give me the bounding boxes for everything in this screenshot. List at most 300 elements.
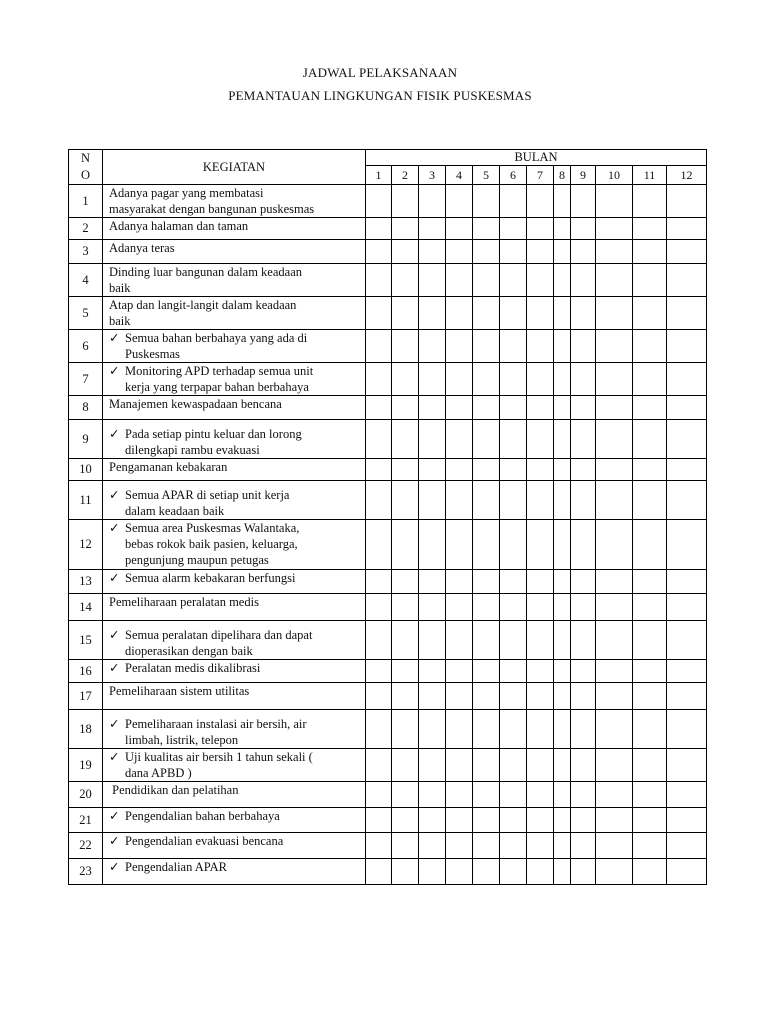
month-cell-7[interactable] (527, 240, 554, 264)
month-cell-10[interactable] (596, 570, 633, 594)
month-cell-5[interactable] (473, 808, 500, 833)
month-cell-10[interactable] (596, 240, 633, 264)
month-cell-11[interactable] (633, 363, 667, 396)
month-cell-8[interactable] (554, 363, 571, 396)
month-cell-12[interactable] (667, 833, 707, 859)
activity-line: Pemeliharaan sistem utilitas (109, 684, 250, 698)
month-cell-10[interactable] (596, 710, 633, 749)
month-cell-12[interactable] (667, 520, 707, 570)
month-cell-11[interactable] (633, 459, 667, 481)
month-cell-10[interactable] (596, 808, 633, 833)
month-cell-12[interactable] (667, 594, 707, 621)
month-cell-9[interactable] (571, 808, 596, 833)
month-cell-9[interactable] (571, 710, 596, 749)
month-cell-8[interactable] (554, 297, 571, 330)
month-cell-2[interactable] (392, 621, 419, 660)
checked-activity (109, 363, 362, 379)
month-cell-1[interactable] (366, 481, 392, 520)
month-cell-8[interactable] (554, 185, 571, 218)
month-cell-9[interactable] (571, 833, 596, 859)
month-cell-4[interactable] (446, 621, 473, 660)
month-cell-5[interactable] (473, 396, 500, 420)
month-cell-7[interactable] (527, 570, 554, 594)
month-cell-6[interactable] (500, 520, 527, 570)
header-no (69, 150, 103, 185)
month-cell-11[interactable] (633, 660, 667, 683)
month-cell-9[interactable] (571, 859, 596, 885)
month-cell-9[interactable] (571, 481, 596, 520)
month-cell-3[interactable] (419, 264, 446, 297)
month-cell-12[interactable] (667, 185, 707, 218)
month-cell-10[interactable] (596, 683, 633, 710)
month-cell-7[interactable] (527, 594, 554, 621)
month-cell-11[interactable] (633, 481, 667, 520)
month-cell-9[interactable] (571, 683, 596, 710)
month-cell-1[interactable] (366, 570, 392, 594)
month-cell-4[interactable] (446, 710, 473, 749)
month-cell-7[interactable] (527, 185, 554, 218)
month-cell-9[interactable] (571, 218, 596, 240)
month-cell-3[interactable] (419, 459, 446, 481)
month-cell-11[interactable] (633, 264, 667, 297)
month-cell-8[interactable] (554, 710, 571, 749)
month-cell-1[interactable] (366, 240, 392, 264)
month-cell-12[interactable] (667, 264, 707, 297)
month-cell-8[interactable] (554, 570, 571, 594)
month-cell-6[interactable] (500, 363, 527, 396)
row-number: 23 (69, 859, 103, 885)
month-cell-7[interactable] (527, 459, 554, 481)
activity-cell (103, 749, 366, 782)
month-header-6: 6 (500, 166, 527, 185)
month-cell-5[interactable] (473, 621, 500, 660)
month-cell-9[interactable] (571, 621, 596, 660)
month-cell-6[interactable] (500, 683, 527, 710)
month-cell-10[interactable] (596, 420, 633, 459)
month-cell-1[interactable] (366, 218, 392, 240)
month-cell-6[interactable] (500, 218, 527, 240)
month-cell-6[interactable] (500, 749, 527, 782)
month-cell-9[interactable] (571, 240, 596, 264)
month-cell-12[interactable] (667, 363, 707, 396)
month-cell-2[interactable] (392, 396, 419, 420)
month-cell-7[interactable] (527, 330, 554, 363)
month-cell-3[interactable] (419, 396, 446, 420)
month-cell-10[interactable] (596, 297, 633, 330)
month-cell-7[interactable] (527, 749, 554, 782)
month-cell-7[interactable] (527, 859, 554, 885)
month-cell-11[interactable] (633, 396, 667, 420)
month-cell-7[interactable] (527, 481, 554, 520)
month-cell-8[interactable] (554, 621, 571, 660)
month-cell-11[interactable] (633, 420, 667, 459)
month-cell-9[interactable] (571, 782, 596, 808)
checkmark-icon: ✓ (109, 809, 120, 823)
month-cell-1[interactable] (366, 660, 392, 683)
month-cell-12[interactable] (667, 240, 707, 264)
month-cell-12[interactable] (667, 621, 707, 660)
month-cell-2[interactable] (392, 683, 419, 710)
month-cell-2[interactable] (392, 749, 419, 782)
month-cell-5[interactable] (473, 264, 500, 297)
month-cell-11[interactable] (633, 683, 667, 710)
month-cell-1[interactable] (366, 520, 392, 570)
month-cell-3[interactable] (419, 218, 446, 240)
table-row (69, 240, 707, 264)
month-cell-11[interactable] (633, 782, 667, 808)
month-cell-9[interactable] (571, 264, 596, 297)
table-row (69, 218, 707, 240)
activity-cell (103, 420, 366, 459)
month-cell-12[interactable] (667, 749, 707, 782)
month-cell-1[interactable] (366, 782, 392, 808)
month-cell-2[interactable] (392, 570, 419, 594)
month-cell-11[interactable] (633, 749, 667, 782)
month-cell-2[interactable] (392, 185, 419, 218)
month-cell-5[interactable] (473, 520, 500, 570)
month-cell-1[interactable] (366, 710, 392, 749)
month-cell-7[interactable] (527, 782, 554, 808)
month-cell-2[interactable] (392, 481, 419, 520)
month-cell-5[interactable] (473, 185, 500, 218)
month-cell-6[interactable] (500, 420, 527, 459)
month-cell-2[interactable] (392, 218, 419, 240)
month-cell-4[interactable] (446, 363, 473, 396)
month-cell-1[interactable] (366, 594, 392, 621)
month-cell-6[interactable] (500, 594, 527, 621)
month-cell-9[interactable] (571, 459, 596, 481)
month-cell-9[interactable] (571, 297, 596, 330)
month-cell-4[interactable] (446, 749, 473, 782)
month-cell-10[interactable] (596, 481, 633, 520)
month-cell-3[interactable] (419, 420, 446, 459)
month-cell-12[interactable] (667, 297, 707, 330)
month-cell-3[interactable] (419, 520, 446, 570)
month-cell-8[interactable] (554, 459, 571, 481)
month-cell-9[interactable] (571, 420, 596, 459)
month-cell-3[interactable] (419, 297, 446, 330)
month-cell-6[interactable] (500, 459, 527, 481)
month-cell-5[interactable] (473, 420, 500, 459)
month-cell-10[interactable] (596, 833, 633, 859)
month-cell-11[interactable] (633, 710, 667, 749)
month-cell-11[interactable] (633, 297, 667, 330)
month-cell-2[interactable] (392, 833, 419, 859)
month-cell-2[interactable] (392, 264, 419, 297)
month-cell-9[interactable] (571, 330, 596, 363)
month-cell-1[interactable] (366, 808, 392, 833)
month-cell-11[interactable] (633, 520, 667, 570)
month-cell-3[interactable] (419, 808, 446, 833)
month-cell-3[interactable] (419, 749, 446, 782)
month-cell-2[interactable] (392, 660, 419, 683)
month-cell-8[interactable] (554, 833, 571, 859)
month-cell-5[interactable] (473, 330, 500, 363)
month-cell-8[interactable] (554, 240, 571, 264)
row-number: 20 (69, 782, 103, 808)
month-header-12: 12 (667, 166, 707, 185)
month-cell-7[interactable] (527, 218, 554, 240)
month-cell-9[interactable] (571, 363, 596, 396)
month-cell-11[interactable] (633, 808, 667, 833)
month-cell-10[interactable] (596, 621, 633, 660)
month-cell-8[interactable] (554, 396, 571, 420)
month-cell-2[interactable] (392, 240, 419, 264)
month-cell-1[interactable] (366, 621, 392, 660)
month-cell-4[interactable] (446, 264, 473, 297)
month-cell-6[interactable] (500, 185, 527, 218)
month-cell-12[interactable] (667, 330, 707, 363)
month-cell-5[interactable] (473, 363, 500, 396)
month-cell-7[interactable] (527, 396, 554, 420)
month-cell-4[interactable] (446, 396, 473, 420)
month-cell-10[interactable] (596, 330, 633, 363)
activity-line: Adanya pagar yang membatasi (109, 186, 264, 200)
month-cell-7[interactable] (527, 683, 554, 710)
month-cell-12[interactable] (667, 710, 707, 749)
month-cell-6[interactable] (500, 240, 527, 264)
month-cell-12[interactable] (667, 396, 707, 420)
month-cell-3[interactable] (419, 859, 446, 885)
month-cell-4[interactable] (446, 330, 473, 363)
month-cell-8[interactable] (554, 218, 571, 240)
month-cell-3[interactable] (419, 660, 446, 683)
month-cell-11[interactable] (633, 185, 667, 218)
table-row (69, 481, 707, 520)
month-cell-8[interactable] (554, 782, 571, 808)
month-cell-9[interactable] (571, 594, 596, 621)
month-cell-11[interactable] (633, 833, 667, 859)
month-cell-9[interactable] (571, 749, 596, 782)
month-cell-4[interactable] (446, 481, 473, 520)
month-cell-2[interactable] (392, 710, 419, 749)
row-number: 10 (69, 459, 103, 481)
month-cell-11[interactable] (633, 240, 667, 264)
month-cell-12[interactable] (667, 808, 707, 833)
month-cell-4[interactable] (446, 520, 473, 570)
month-cell-2[interactable] (392, 808, 419, 833)
month-cell-12[interactable] (667, 660, 707, 683)
month-cell-7[interactable] (527, 420, 554, 459)
month-cell-6[interactable] (500, 481, 527, 520)
month-cell-1[interactable] (366, 859, 392, 885)
month-cell-8[interactable] (554, 859, 571, 885)
month-cell-8[interactable] (554, 660, 571, 683)
month-cell-5[interactable] (473, 594, 500, 621)
month-cell-3[interactable] (419, 481, 446, 520)
activity-line: bebas rokok baik pasien, keluarga, (125, 537, 298, 551)
month-cell-5[interactable] (473, 859, 500, 885)
month-cell-4[interactable] (446, 859, 473, 885)
month-cell-12[interactable] (667, 481, 707, 520)
month-cell-11[interactable] (633, 859, 667, 885)
month-cell-10[interactable] (596, 749, 633, 782)
month-cell-12[interactable] (667, 218, 707, 240)
month-cell-11[interactable] (633, 218, 667, 240)
month-cell-1[interactable] (366, 833, 392, 859)
month-cell-11[interactable] (633, 594, 667, 621)
month-cell-3[interactable] (419, 683, 446, 710)
month-cell-6[interactable] (500, 396, 527, 420)
month-cell-8[interactable] (554, 264, 571, 297)
month-cell-3[interactable] (419, 363, 446, 396)
month-cell-12[interactable] (667, 420, 707, 459)
header-kegiatan: KEGIATAN (103, 150, 366, 185)
month-cell-4[interactable] (446, 570, 473, 594)
month-cell-8[interactable] (554, 520, 571, 570)
month-cell-2[interactable] (392, 330, 419, 363)
month-cell-3[interactable] (419, 240, 446, 264)
month-cell-7[interactable] (527, 264, 554, 297)
month-cell-5[interactable] (473, 710, 500, 749)
month-cell-5[interactable] (473, 833, 500, 859)
month-cell-8[interactable] (554, 420, 571, 459)
month-cell-5[interactable] (473, 240, 500, 264)
month-cell-6[interactable] (500, 782, 527, 808)
month-cell-12[interactable] (667, 570, 707, 594)
month-cell-6[interactable] (500, 808, 527, 833)
month-cell-1[interactable] (366, 749, 392, 782)
month-cell-3[interactable] (419, 570, 446, 594)
month-cell-10[interactable] (596, 782, 633, 808)
month-cell-4[interactable] (446, 782, 473, 808)
month-cell-10[interactable] (596, 185, 633, 218)
month-cell-5[interactable] (473, 660, 500, 683)
month-cell-4[interactable] (446, 420, 473, 459)
month-cell-9[interactable] (571, 185, 596, 218)
month-cell-6[interactable] (500, 297, 527, 330)
checked-activity (109, 749, 362, 765)
month-cell-6[interactable] (500, 859, 527, 885)
month-cell-10[interactable] (596, 594, 633, 621)
month-cell-9[interactable] (571, 520, 596, 570)
month-cell-4[interactable] (446, 297, 473, 330)
month-cell-4[interactable] (446, 808, 473, 833)
month-cell-1[interactable] (366, 459, 392, 481)
month-cell-1[interactable] (366, 363, 392, 396)
month-cell-5[interactable] (473, 749, 500, 782)
month-cell-4[interactable] (446, 594, 473, 621)
month-cell-6[interactable] (500, 710, 527, 749)
month-cell-8[interactable] (554, 749, 571, 782)
month-cell-6[interactable] (500, 570, 527, 594)
month-cell-2[interactable] (392, 363, 419, 396)
month-cell-5[interactable] (473, 683, 500, 710)
activity-line: dana APBD ) (125, 766, 192, 780)
month-cell-7[interactable] (527, 833, 554, 859)
month-cell-1[interactable] (366, 264, 392, 297)
month-cell-10[interactable] (596, 363, 633, 396)
month-cell-3[interactable] (419, 782, 446, 808)
month-cell-8[interactable] (554, 330, 571, 363)
month-cell-10[interactable] (596, 396, 633, 420)
month-cell-10[interactable] (596, 660, 633, 683)
month-cell-3[interactable] (419, 185, 446, 218)
month-cell-4[interactable] (446, 185, 473, 218)
month-cell-8[interactable] (554, 594, 571, 621)
header-bulan: BULAN (366, 150, 707, 166)
month-cell-7[interactable] (527, 363, 554, 396)
month-cell-2[interactable] (392, 420, 419, 459)
month-cell-8[interactable] (554, 481, 571, 520)
month-cell-5[interactable] (473, 782, 500, 808)
month-cell-10[interactable] (596, 264, 633, 297)
month-cell-1[interactable] (366, 683, 392, 710)
month-cell-12[interactable] (667, 459, 707, 481)
month-cell-9[interactable] (571, 660, 596, 683)
month-cell-10[interactable] (596, 459, 633, 481)
month-cell-11[interactable] (633, 330, 667, 363)
month-cell-5[interactable] (473, 481, 500, 520)
month-cell-1[interactable] (366, 185, 392, 218)
month-cell-2[interactable] (392, 782, 419, 808)
month-cell-8[interactable] (554, 808, 571, 833)
month-cell-1[interactable] (366, 297, 392, 330)
month-cell-2[interactable] (392, 459, 419, 481)
month-cell-7[interactable] (527, 520, 554, 570)
month-cell-2[interactable] (392, 297, 419, 330)
month-cell-4[interactable] (446, 240, 473, 264)
month-cell-2[interactable] (392, 520, 419, 570)
month-cell-6[interactable] (500, 660, 527, 683)
month-cell-4[interactable] (446, 683, 473, 710)
month-cell-6[interactable] (500, 264, 527, 297)
month-cell-1[interactable] (366, 396, 392, 420)
month-cell-10[interactable] (596, 218, 633, 240)
month-cell-4[interactable] (446, 833, 473, 859)
month-cell-11[interactable] (633, 570, 667, 594)
month-cell-7[interactable] (527, 808, 554, 833)
month-cell-5[interactable] (473, 570, 500, 594)
month-cell-4[interactable] (446, 459, 473, 481)
month-cell-6[interactable] (500, 330, 527, 363)
checkmark-icon: ✓ (109, 364, 120, 378)
month-cell-4[interactable] (446, 218, 473, 240)
month-cell-1[interactable] (366, 330, 392, 363)
month-cell-7[interactable] (527, 710, 554, 749)
month-cell-6[interactable] (500, 833, 527, 859)
month-cell-3[interactable] (419, 330, 446, 363)
month-cell-3[interactable] (419, 621, 446, 660)
month-cell-5[interactable] (473, 459, 500, 481)
month-cell-7[interactable] (527, 621, 554, 660)
month-cell-7[interactable] (527, 660, 554, 683)
month-cell-12[interactable] (667, 859, 707, 885)
month-cell-4[interactable] (446, 660, 473, 683)
month-cell-5[interactable] (473, 297, 500, 330)
month-cell-12[interactable] (667, 683, 707, 710)
month-cell-3[interactable] (419, 833, 446, 859)
month-cell-3[interactable] (419, 710, 446, 749)
month-cell-7[interactable] (527, 297, 554, 330)
month-cell-2[interactable] (392, 859, 419, 885)
month-cell-8[interactable] (554, 683, 571, 710)
month-cell-1[interactable] (366, 420, 392, 459)
document-subtitle: PEMANTAUAN LINGKUNGAN FISIK PUSKESMAS (228, 88, 532, 103)
month-cell-2[interactable] (392, 594, 419, 621)
row-number: 13 (69, 570, 103, 594)
month-cell-11[interactable] (633, 621, 667, 660)
month-cell-10[interactable] (596, 859, 633, 885)
row-number: 9 (69, 420, 103, 459)
month-cell-10[interactable] (596, 520, 633, 570)
month-cell-12[interactable] (667, 782, 707, 808)
month-cell-9[interactable] (571, 396, 596, 420)
month-cell-9[interactable] (571, 570, 596, 594)
month-cell-6[interactable] (500, 621, 527, 660)
month-cell-5[interactable] (473, 218, 500, 240)
month-cell-3[interactable] (419, 594, 446, 621)
